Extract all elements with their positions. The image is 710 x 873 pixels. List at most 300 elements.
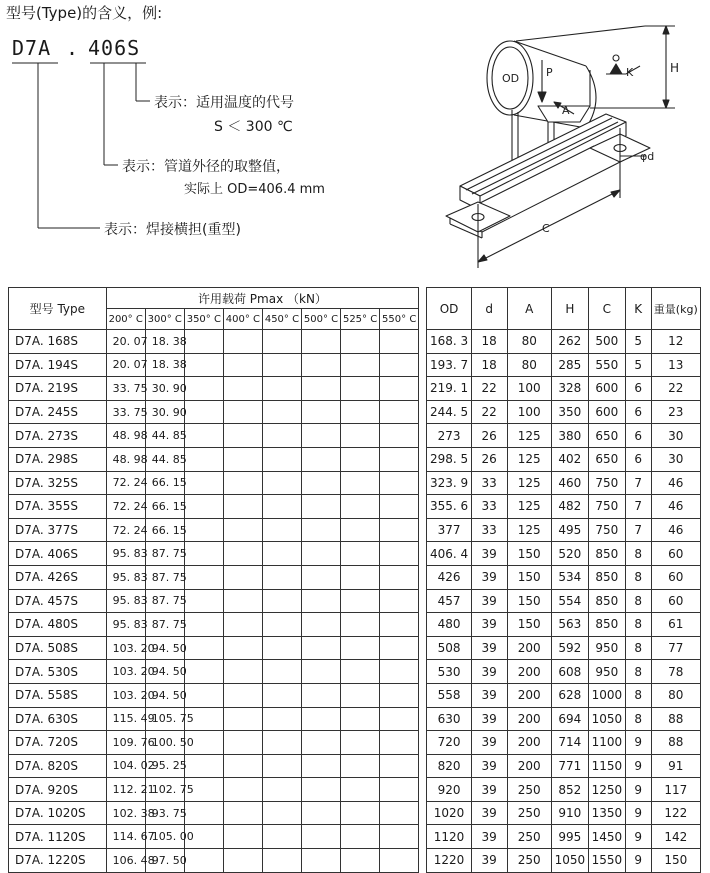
cell-load-525 <box>341 683 380 707</box>
cell-load-200: 95. 83 <box>106 542 145 566</box>
cell-a: 125 <box>507 424 551 448</box>
header-load-group: 许用载荷 Pmax （kN） <box>106 288 419 309</box>
cell-k: 5 <box>625 353 651 377</box>
cell-d: 33 <box>471 495 507 519</box>
cell-load-300: 18. 38 <box>145 330 184 354</box>
cell-c: 1150 <box>588 754 625 778</box>
cell-h: 482 <box>551 495 588 519</box>
cell-load-350 <box>184 447 223 471</box>
cell-weight: 22 <box>651 377 700 401</box>
cell-type: D7A. 325S <box>9 471 107 495</box>
cell-load-300: 66. 15 <box>145 471 184 495</box>
cell-load-300: 30. 90 <box>145 377 184 401</box>
cell-load-300: 87. 75 <box>145 542 184 566</box>
cell-load-550 <box>380 447 419 471</box>
cell-load-200: 109. 76 <box>106 731 145 755</box>
cell-c: 850 <box>588 542 625 566</box>
cell-type: D7A. 245S <box>9 400 107 424</box>
cell-od: 1020 <box>427 801 471 825</box>
cell-h: 592 <box>551 636 588 660</box>
cell-k: 6 <box>625 377 651 401</box>
cell-gap <box>419 353 427 377</box>
cell-od: 355. 6 <box>427 495 471 519</box>
cell-h: 563 <box>551 613 588 637</box>
cell-load-400 <box>223 660 262 684</box>
cell-od: 323. 9 <box>427 471 471 495</box>
cell-gap <box>419 801 427 825</box>
cell-c: 650 <box>588 447 625 471</box>
cell-load-300: 30. 90 <box>145 400 184 424</box>
cell-h: 554 <box>551 589 588 613</box>
cell-load-500 <box>301 495 340 519</box>
drawing-label-a: A <box>562 104 570 117</box>
cell-a: 100 <box>507 400 551 424</box>
cell-load-350 <box>184 801 223 825</box>
cell-od: 1220 <box>427 849 471 873</box>
cell-a: 80 <box>507 353 551 377</box>
cell-load-300: 44. 85 <box>145 447 184 471</box>
cell-gap <box>419 495 427 519</box>
cell-load-200: 104. 02 <box>106 754 145 778</box>
cell-weight: 46 <box>651 495 700 519</box>
cell-load-525 <box>341 589 380 613</box>
cell-load-450 <box>262 849 301 873</box>
cell-type: D7A. 1120S <box>9 825 107 849</box>
header-temp-525: 525° C <box>341 309 380 330</box>
cell-type: D7A. 219S <box>9 377 107 401</box>
cell-load-450 <box>262 471 301 495</box>
cell-load-400 <box>223 565 262 589</box>
cell-load-500 <box>301 778 340 802</box>
cell-d: 39 <box>471 542 507 566</box>
cell-k: 9 <box>625 731 651 755</box>
cell-type: D7A. 820S <box>9 754 107 778</box>
cell-gap <box>419 636 427 660</box>
cell-load-500 <box>301 660 340 684</box>
cell-weight: 60 <box>651 565 700 589</box>
table-row <box>9 801 701 825</box>
cell-od: 273 <box>427 424 471 448</box>
cell-load-300: 95. 25 <box>145 754 184 778</box>
cell-load-350 <box>184 424 223 448</box>
cell-load-450 <box>262 424 301 448</box>
cell-load-400 <box>223 825 262 849</box>
cell-load-550 <box>380 707 419 731</box>
cell-a: 125 <box>507 471 551 495</box>
cell-gap <box>419 471 427 495</box>
cell-load-525 <box>341 660 380 684</box>
cell-load-200: 48. 98 <box>106 424 145 448</box>
cell-load-450 <box>262 636 301 660</box>
table-row <box>9 400 701 424</box>
cell-h: 694 <box>551 707 588 731</box>
cell-load-300: 87. 75 <box>145 589 184 613</box>
cell-load-525 <box>341 330 380 354</box>
cell-load-300: 87. 75 <box>145 565 184 589</box>
cell-type: D7A. 194S <box>9 353 107 377</box>
cell-od: 720 <box>427 731 471 755</box>
cell-load-450 <box>262 565 301 589</box>
cell-type: D7A. 1220S <box>9 849 107 873</box>
cell-load-525 <box>341 825 380 849</box>
cell-load-525 <box>341 447 380 471</box>
cell-load-400 <box>223 495 262 519</box>
cell-load-450 <box>262 353 301 377</box>
cell-load-550 <box>380 683 419 707</box>
cell-load-400 <box>223 447 262 471</box>
cell-load-200: 20. 07 <box>106 353 145 377</box>
cell-load-300: 105. 00 <box>145 825 184 849</box>
cell-type: D7A. 558S <box>9 683 107 707</box>
cell-od: 630 <box>427 707 471 731</box>
cell-load-400 <box>223 400 262 424</box>
cell-load-200: 112. 21 <box>106 778 145 802</box>
cell-h: 328 <box>551 377 588 401</box>
cell-a: 200 <box>507 754 551 778</box>
cell-load-550 <box>380 849 419 873</box>
cell-load-400 <box>223 613 262 637</box>
cell-type: D7A. 168S <box>9 330 107 354</box>
legend-diameter-value: 实际上 OD=406.4 mm <box>184 182 325 197</box>
cell-d: 39 <box>471 636 507 660</box>
cell-weight: 88 <box>651 707 700 731</box>
cell-d: 39 <box>471 683 507 707</box>
cell-h: 495 <box>551 518 588 542</box>
header-weight: 重量(kg) <box>651 288 700 330</box>
cell-type: D7A. 355S <box>9 495 107 519</box>
cell-a: 200 <box>507 660 551 684</box>
cell-load-500 <box>301 825 340 849</box>
cell-load-525 <box>341 542 380 566</box>
support-isometric-drawing <box>430 10 705 272</box>
cell-load-500 <box>301 849 340 873</box>
cell-load-400 <box>223 471 262 495</box>
cell-load-500 <box>301 447 340 471</box>
cell-load-400 <box>223 683 262 707</box>
cell-od: 168. 3 <box>427 330 471 354</box>
header-temp-500: 500° C <box>301 309 340 330</box>
cell-c: 750 <box>588 518 625 542</box>
cell-type: D7A. 508S <box>9 636 107 660</box>
cell-load-450 <box>262 518 301 542</box>
type-code-prefix: D7A <box>12 36 52 60</box>
cell-c: 850 <box>588 589 625 613</box>
cell-load-200: 20. 07 <box>106 330 145 354</box>
cell-type: D7A. 630S <box>9 707 107 731</box>
cell-load-525 <box>341 636 380 660</box>
cell-h: 771 <box>551 754 588 778</box>
cell-load-500 <box>301 542 340 566</box>
cell-load-350 <box>184 471 223 495</box>
cell-load-300: 66. 15 <box>145 495 184 519</box>
cell-k: 9 <box>625 849 651 873</box>
table-row <box>9 660 701 684</box>
cell-weight: 122 <box>651 801 700 825</box>
table-row <box>9 825 701 849</box>
cell-gap <box>419 660 427 684</box>
cell-weight: 117 <box>651 778 700 802</box>
cell-load-550 <box>380 565 419 589</box>
cell-gap <box>419 424 427 448</box>
cell-weight: 30 <box>651 447 700 471</box>
cell-load-500 <box>301 353 340 377</box>
cell-load-450 <box>262 825 301 849</box>
cell-load-550 <box>380 754 419 778</box>
cell-load-500 <box>301 330 340 354</box>
drawing-label-k: K <box>626 66 634 79</box>
cell-a: 250 <box>507 801 551 825</box>
cell-load-550 <box>380 495 419 519</box>
cell-d: 18 <box>471 330 507 354</box>
cell-a: 125 <box>507 518 551 542</box>
cell-type: D7A. 377S <box>9 518 107 542</box>
type-code-dot: . <box>66 36 79 60</box>
cell-od: 558 <box>427 683 471 707</box>
cell-k: 6 <box>625 400 651 424</box>
cell-gap <box>419 589 427 613</box>
cell-od: 530 <box>427 660 471 684</box>
cell-load-300: 105. 75 <box>145 707 184 731</box>
cell-load-500 <box>301 683 340 707</box>
cell-load-350 <box>184 660 223 684</box>
type-code-suffix: 406S <box>88 36 141 60</box>
cell-k: 9 <box>625 754 651 778</box>
cell-a: 200 <box>507 731 551 755</box>
cell-load-350 <box>184 849 223 873</box>
cell-load-550 <box>380 400 419 424</box>
cell-k: 7 <box>625 518 651 542</box>
cell-load-400 <box>223 589 262 613</box>
cell-a: 125 <box>507 495 551 519</box>
cell-d: 33 <box>471 471 507 495</box>
cell-weight: 91 <box>651 754 700 778</box>
table-row <box>9 424 701 448</box>
cell-k: 5 <box>625 330 651 354</box>
cell-load-500 <box>301 801 340 825</box>
cell-a: 250 <box>507 849 551 873</box>
cell-load-550 <box>380 542 419 566</box>
cell-h: 852 <box>551 778 588 802</box>
cell-load-550 <box>380 660 419 684</box>
cell-k: 8 <box>625 589 651 613</box>
cell-load-300: 97. 50 <box>145 849 184 873</box>
cell-load-350 <box>184 754 223 778</box>
cell-a: 80 <box>507 330 551 354</box>
cell-weight: 13 <box>651 353 700 377</box>
cell-load-450 <box>262 542 301 566</box>
cell-load-200: 114. 67 <box>106 825 145 849</box>
cell-gap <box>419 778 427 802</box>
cell-od: 480 <box>427 613 471 637</box>
cell-c: 850 <box>588 613 625 637</box>
table-row <box>9 613 701 637</box>
cell-k: 6 <box>625 447 651 471</box>
cell-h: 285 <box>551 353 588 377</box>
cell-od: 1120 <box>427 825 471 849</box>
cell-k: 8 <box>625 660 651 684</box>
cell-d: 22 <box>471 377 507 401</box>
cell-load-550 <box>380 801 419 825</box>
legend-prefix-label: 表示：焊接横担(重型) <box>104 222 241 238</box>
cell-od: 406. 4 <box>427 542 471 566</box>
cell-load-450 <box>262 707 301 731</box>
header-d: d <box>471 288 507 330</box>
cell-c: 1050 <box>588 707 625 731</box>
cell-load-550 <box>380 330 419 354</box>
cell-load-450 <box>262 495 301 519</box>
cell-k: 6 <box>625 424 651 448</box>
cell-gap <box>419 731 427 755</box>
header-temp-550: 550° C <box>380 309 419 330</box>
cell-a: 150 <box>507 542 551 566</box>
table-row <box>9 330 701 354</box>
cell-d: 22 <box>471 400 507 424</box>
cell-load-350 <box>184 495 223 519</box>
cell-load-550 <box>380 377 419 401</box>
cell-od: 820 <box>427 754 471 778</box>
cell-load-525 <box>341 731 380 755</box>
cell-load-200: 103. 20 <box>106 683 145 707</box>
cell-d: 39 <box>471 707 507 731</box>
spec-table <box>8 287 701 873</box>
cell-weight: 80 <box>651 683 700 707</box>
cell-load-400 <box>223 778 262 802</box>
cell-k: 8 <box>625 565 651 589</box>
cell-load-350 <box>184 565 223 589</box>
cell-load-525 <box>341 353 380 377</box>
cell-type: D7A. 1020S <box>9 801 107 825</box>
cell-type: D7A. 273S <box>9 424 107 448</box>
cell-a: 150 <box>507 613 551 637</box>
cell-d: 39 <box>471 754 507 778</box>
cell-load-550 <box>380 636 419 660</box>
cell-load-300: 100. 50 <box>145 731 184 755</box>
cell-type: D7A. 480S <box>9 613 107 637</box>
cell-gap <box>419 447 427 471</box>
drawing-label-p: P <box>546 66 553 79</box>
legend-temperature-label: 表示：适用温度的代号 <box>154 95 294 111</box>
cell-type: D7A. 406S <box>9 542 107 566</box>
cell-load-525 <box>341 518 380 542</box>
table-row <box>9 589 701 613</box>
header-c: C <box>588 288 625 330</box>
cell-gap <box>419 825 427 849</box>
cell-gap <box>419 849 427 873</box>
cell-type: D7A. 457S <box>9 589 107 613</box>
cell-type: D7A. 298S <box>9 447 107 471</box>
cell-od: 244. 5 <box>427 400 471 424</box>
cell-load-550 <box>380 731 419 755</box>
table-row <box>9 778 701 802</box>
header-k: K <box>625 288 651 330</box>
header-od: OD <box>427 288 471 330</box>
cell-a: 250 <box>507 825 551 849</box>
cell-load-525 <box>341 778 380 802</box>
header-a: A <box>507 288 551 330</box>
cell-a: 125 <box>507 447 551 471</box>
cell-load-500 <box>301 613 340 637</box>
cell-load-400 <box>223 849 262 873</box>
cell-load-350 <box>184 683 223 707</box>
cell-load-300: 44. 85 <box>145 424 184 448</box>
cell-weight: 60 <box>651 589 700 613</box>
cell-c: 950 <box>588 636 625 660</box>
header-gap <box>419 288 427 330</box>
cell-load-400 <box>223 353 262 377</box>
header-h: H <box>551 288 588 330</box>
cell-weight: 77 <box>651 636 700 660</box>
cell-load-300: 93. 75 <box>145 801 184 825</box>
table-row <box>9 542 701 566</box>
cell-type: D7A. 920S <box>9 778 107 802</box>
cell-load-200: 95. 83 <box>106 613 145 637</box>
header-temp-300: 300° C <box>145 309 184 330</box>
cell-h: 380 <box>551 424 588 448</box>
cell-load-450 <box>262 801 301 825</box>
cell-load-200: 95. 83 <box>106 565 145 589</box>
table-row <box>9 518 701 542</box>
cell-load-350 <box>184 613 223 637</box>
drawing-label-h: H <box>670 61 680 75</box>
cell-load-525 <box>341 377 380 401</box>
cell-load-500 <box>301 471 340 495</box>
cell-load-200: 115. 49 <box>106 707 145 731</box>
cell-load-400 <box>223 731 262 755</box>
cell-k: 8 <box>625 542 651 566</box>
cell-c: 550 <box>588 353 625 377</box>
cell-load-500 <box>301 731 340 755</box>
cell-a: 200 <box>507 707 551 731</box>
cell-load-200: 103. 20 <box>106 660 145 684</box>
cell-c: 750 <box>588 471 625 495</box>
cell-od: 298. 5 <box>427 447 471 471</box>
cell-d: 39 <box>471 849 507 873</box>
cell-k: 7 <box>625 471 651 495</box>
cell-weight: 30 <box>651 424 700 448</box>
drawing-label-d: φd <box>640 150 655 163</box>
cell-load-525 <box>341 471 380 495</box>
cell-load-300: 87. 75 <box>145 613 184 637</box>
cell-load-400 <box>223 424 262 448</box>
cell-weight: 142 <box>651 825 700 849</box>
cell-load-450 <box>262 731 301 755</box>
cell-load-525 <box>341 613 380 637</box>
cell-load-550 <box>380 613 419 637</box>
cell-load-550 <box>380 424 419 448</box>
cell-weight: 46 <box>651 471 700 495</box>
cell-h: 995 <box>551 825 588 849</box>
cell-gap <box>419 377 427 401</box>
table-row <box>9 495 701 519</box>
table-row <box>9 849 701 873</box>
cell-load-350 <box>184 636 223 660</box>
table-row <box>9 636 701 660</box>
cell-a: 100 <box>507 377 551 401</box>
cell-load-200: 72. 24 <box>106 518 145 542</box>
cell-load-550 <box>380 518 419 542</box>
cell-load-500 <box>301 377 340 401</box>
cell-load-400 <box>223 330 262 354</box>
cell-gap <box>419 683 427 707</box>
cell-k: 9 <box>625 801 651 825</box>
cell-a: 200 <box>507 636 551 660</box>
cell-weight: 150 <box>651 849 700 873</box>
cell-load-550 <box>380 353 419 377</box>
cell-type: D7A. 720S <box>9 731 107 755</box>
cell-c: 850 <box>588 565 625 589</box>
table-row <box>9 377 701 401</box>
cell-load-350 <box>184 400 223 424</box>
